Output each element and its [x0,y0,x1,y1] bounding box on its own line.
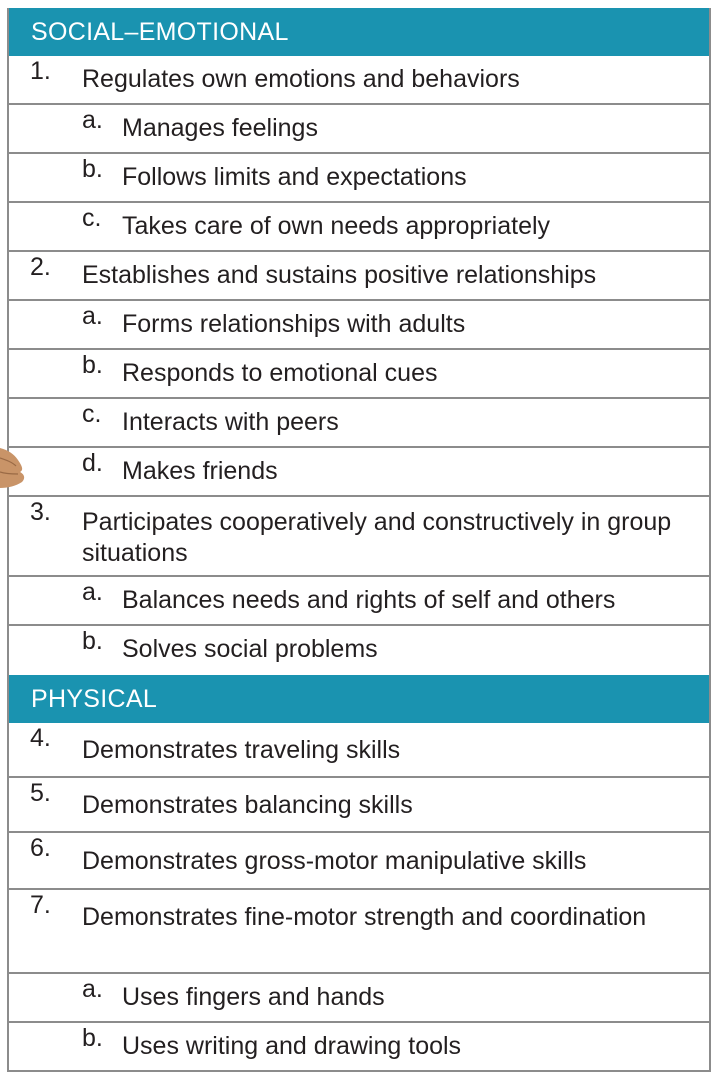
sub-objective-row [9,448,709,497]
sub-objective-row [9,301,709,350]
section-header-social-emotional: SOCIAL–EMOTIONAL [9,8,709,56]
objective-number: 3. [30,498,51,526]
sub-objective-letter: c. [82,204,102,232]
sub-objective-row [9,1023,709,1072]
objective-number: 5. [30,779,51,807]
sub-objective-row [9,350,709,399]
sub-objective-text: Follows limits and expectations [122,163,467,191]
objective-row [9,252,709,301]
objective-text: Demonstrates traveling skills [82,736,401,764]
objective-row [9,56,709,105]
sub-objective-letter: c. [82,400,102,428]
objectives-table [7,8,711,1072]
objective-row [9,890,709,974]
sub-objective-text: Solves social problems [122,635,378,663]
objective-text: Demonstrates fine-motor strength and coordination [82,903,647,931]
objective-text: Regulates own emotions and behaviors [82,65,520,93]
sub-objective-letter: b. [82,351,103,379]
objective-text: Establishes and sustains positive relationships [82,261,597,289]
sub-objective-text: Forms relationships with adults [122,310,466,338]
objective-number: 7. [30,891,51,919]
objective-row [9,833,709,890]
sub-objective-text: Uses fingers and hands [122,983,385,1011]
sub-objective-letter: a. [82,302,103,330]
objective-row [9,723,709,778]
sub-objective-letter: a. [82,975,103,1003]
sub-objective-letter: a. [82,106,103,134]
sub-objective-row [9,203,709,252]
sub-objective-letter: d. [82,449,103,477]
sub-objective-text: Manages feelings [122,114,318,142]
sub-objective-letter: b. [82,627,103,655]
objective-number: 6. [30,834,51,862]
objective-number: 1. [30,57,51,85]
sub-objective-text: Balances needs and rights of self and others [122,586,616,614]
sub-objective-row [9,974,709,1023]
sub-objective-letter: b. [82,155,103,183]
sub-objective-row [9,626,709,675]
sub-objective-row [9,154,709,203]
objective-text: Demonstrates balancing skills [82,791,413,819]
sub-objective-letter: a. [82,578,103,606]
sub-objective-text: Makes friends [122,457,278,485]
sub-objective-text: Takes care of own needs appropriately [122,212,551,240]
objective-text: Demonstrates gross-motor manipulative skills [82,847,587,875]
objective-row [9,778,709,833]
sub-objective-text: Uses writing and drawing tools [122,1032,462,1060]
sub-objective-row [9,577,709,626]
section-header-physical: PHYSICAL [9,675,709,723]
objective-number: 2. [30,253,51,281]
sub-objective-text: Interacts with peers [122,408,339,436]
sub-objective-row [9,399,709,448]
sub-objective-text: Responds to emotional cues [122,359,438,387]
objective-number: 4. [30,724,51,752]
sub-objective-letter: b. [82,1024,103,1052]
sub-objective-row [9,105,709,154]
objective-text: Participates cooperatively and constructively in group situations [82,508,672,567]
objective-row [9,497,709,577]
hand-illustration [0,444,26,490]
